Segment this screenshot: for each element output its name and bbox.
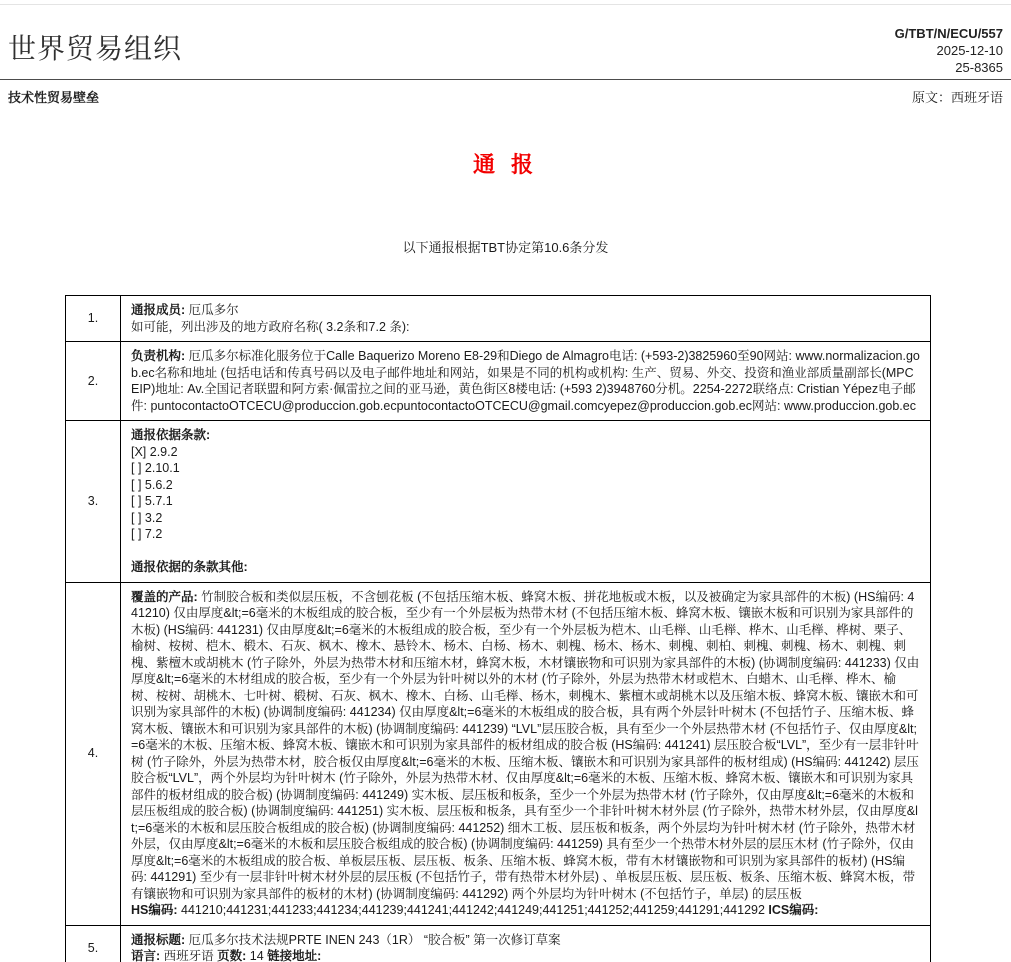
field-label: HS编码:	[131, 903, 178, 917]
table-row	[66, 925, 931, 962]
field-text: [ ] 2.10.1	[131, 461, 180, 475]
text-line	[131, 348, 920, 414]
table-row	[66, 582, 931, 925]
field-text: 西班牙语	[160, 949, 218, 962]
text-line	[131, 948, 920, 962]
field-text: [ ] 3.2	[131, 510, 163, 525]
row-content	[121, 925, 931, 962]
field-text: 14	[246, 949, 268, 962]
row-number: 4.	[66, 582, 121, 925]
field-label: 页数:	[217, 949, 247, 962]
document-subheader	[0, 80, 1011, 106]
text-line	[131, 559, 920, 576]
doc-number: 25-8365	[955, 60, 1003, 75]
row-number: 3.	[66, 421, 121, 583]
field-label: 通报标题:	[131, 932, 186, 947]
field-text: 竹制胶合板和类似层压板，不含刨花板 (不包括压缩木板、蜂窝木板、拼花地板或木板，以及被确定为家具部件的木板) (HS编码: 441210) 仅由厚度&lt;=6毫米的木板组成的胶合板，至少有一个外层板为热带木材 (不包括压缩木板、蜂窝木板、镶嵌木板和可识别为家具部件的木板) (HS编码: 441231) 仅由厚度&lt;=6毫米的木板组成的胶合板，至少有一个外层板为桤木、山毛榉、山毛榉、桦木、山毛榉、桦树、栗子、榆树、桉树、桤木、椴木、石灰、枫木、橡木、悬铃木、杨木、白杨、杨木、刺槐、杨木、杨木、刺槐、刺柏、刺槐、刺槐、杨木、刺槐、刺槐、紫檀木或胡桃木 (竹子除外，外层为热带木材和压缩木材，蜂窝木板，木材镶嵌物和可识别为家具部件的木板) (协调制度编码: 441233) 仅由厚度&lt;=6毫米的木材组成的胶合板，至少有一个外层为针叶树以外的木材 (竹子除外，外层为热带木材或桤木、白蜡木、山毛榉、桦木、榆树、桉树、胡桃木、七叶树、椴树、石灰、枫木、橡木、白杨、山毛榉、杨木，刺槐木、紫檀木或胡桃木以及压缩木板、蜂窝木板、镶嵌木和可识别为家具部件的木板) (协调制度编码: 441234) 仅由厚度&lt;=6毫米的木板组成的胶合板，具有两个外层针叶树木 (不包括竹子、压缩木板、蜂窝木板、镶嵌木和可识别为家具部件的木板) (协调制度编码: 441239) “LVL”层压胶合板，具有至少一个外层热带木材 (不包括竹子、仅由厚度&lt;=6毫米的木板、压缩木板、蜂窝木板、镶嵌木和可识别为家具部件的板材组成的胶合板 (HS编码: 441241) 层压胶合板“LVL”，至少有一层非针叶树 (竹子除外，外层为热带木材，胶合板仅由厚度&lt;=6毫米的木板、压缩木板、镶嵌木和可识别为家具部件的板材组成) (HS编码: 441242) 层压胶合板“LVL”，两个外层均为针叶树木 (竹子除外，外层为热带木材、仅由厚度&lt;=6毫米的木板、压缩木板、蜂窝木板、镶嵌木和可识别为家具部件的板材组成的胶合板) (协调制度编码: 441249) 实木板、层压板和板条，至少一个外层为热带木材 (竹子除外，仅由厚度&lt;=6毫米的木板和层压板组成的胶合板) (协调制度编码: 441251) 实木板、层压板和板条，具有至少一个非针叶树木材外层 (竹子除外，热带木材外层，仅由厚度&lt;=6毫米的木板和层压胶合板组成的胶合板) (协调制度编码: 441252) 细木工板、层压板和板条，两个外层均为针叶树木材 (竹子除外，热带木材外层，仅由厚度&lt;=6毫米的木板和层压胶合板组成的胶合板) (协调制度编码: 441259) 具有至少一个热带木材外层的层压木材 (竹子除外，仅由厚度&lt;=6毫米的木板组成的胶合板、单板层压板、层压板、板条、压缩木板、蜂窝木板，带有木材镶嵌物和可识别为家具部件的板材) (HS编码: 441291) 至少有一层非针叶树木材外层的层压板 (不包括竹子，带有热带木材外层) 、单板层压板、层压板、板条、压缩木板、蜂窝木板，带有镶嵌物和可识别为家具部件的板材的木材) (协调制度编码: 441292) 两个外层均为针叶树木 (不包括竹子，单层) 的层压板	[131, 589, 920, 901]
text-line	[131, 510, 920, 527]
row-content	[121, 342, 931, 421]
table-row	[66, 296, 931, 342]
text-line	[131, 460, 920, 477]
row-content	[121, 421, 931, 583]
notification-title: 通 报	[472, 152, 539, 177]
row-content	[121, 296, 931, 342]
field-text: 厄瓜多尔技术法规PRTE INEN 243（1R） “胶合板” 第一次修订草案	[185, 932, 561, 947]
text-line	[131, 526, 920, 543]
text-line	[131, 902, 920, 919]
row-number: 5.	[66, 925, 121, 962]
field-label: 语言:	[131, 949, 161, 962]
text-line	[131, 493, 920, 510]
notification-table-body	[66, 296, 931, 962]
text-line	[131, 932, 920, 949]
text-line	[131, 589, 920, 903]
table-row	[66, 342, 931, 421]
text-line	[131, 444, 920, 461]
field-text: 如可能，列出涉及的地方政府名称( 3.2条和7.2 条):	[131, 319, 410, 334]
field-label: 通报依据条款:	[131, 428, 211, 442]
original-language-label: 原文：西班牙语	[911, 90, 1003, 105]
field-label: 覆盖的产品:	[131, 589, 198, 604]
field-label: 通报依据的条款其他:	[131, 560, 248, 574]
org-name: 世界贸易组织	[8, 33, 183, 64]
text-line	[131, 302, 920, 319]
notification-table	[65, 295, 931, 962]
doc-symbol: G/TBT/N/ECU/557	[894, 26, 1003, 41]
field-label: ICS编码:	[768, 903, 819, 917]
text-line	[131, 319, 920, 336]
field-text: [ ] 7.2	[131, 527, 163, 541]
document-header	[0, 5, 1011, 76]
field-text: [X] 2.9.2	[131, 444, 178, 459]
text-line	[131, 543, 920, 560]
row-number: 1.	[66, 296, 121, 342]
doc-date: 2025-12-10	[936, 43, 1003, 58]
field-label: 负责机构:	[131, 349, 186, 363]
field-text: [ ] 5.7.1	[131, 494, 173, 508]
table-row	[66, 421, 931, 583]
field-text: [ ] 5.6.2	[131, 477, 173, 492]
field-text: 厄瓜多尔	[185, 303, 239, 317]
text-line	[131, 477, 920, 494]
doc-info-block	[895, 25, 1003, 76]
text-line	[131, 427, 920, 444]
field-text: 厄瓜多尔标准化服务位于Calle Baquerizo Moreno E8-29和Diego de Almagro电话: (+593-2)3825960至90网站: www.normalizacion.gob.ec名称和地址 (包括电话和传真号码以及电子邮件地址和网站，如果是不同的机构或机构: 生产、贸易、外交、投资和渔业部质量副部长(MPCEIP)地址: Av.全国记者联盟和阿方索·佩雷拉之间的亚马逊，黄色街区8楼电话: (+593 2)3948760分机。2254-2272联络点: Cristian Yépez电子邮件: puntocontactoOTCECU@produccion.gob.ecpuntocontactoOTCECU@gmail.comcyepez@produccion.gob.ec网站: www.produccion.gob.ec	[131, 349, 920, 413]
row-content	[121, 582, 931, 925]
committee-label: 技术性贸易壁垒	[8, 90, 100, 105]
field-label: 链接地址:	[267, 949, 322, 962]
field-text: 441210;441231;441233;441234;441239;441241;441242;441249;441251;441252;441259;441291;441292	[177, 903, 769, 917]
row-number: 2.	[66, 342, 121, 421]
distribution-note: 以下通报根据TBT协定第10.6条分发	[402, 240, 609, 255]
field-label: 通报成员:	[131, 303, 186, 317]
